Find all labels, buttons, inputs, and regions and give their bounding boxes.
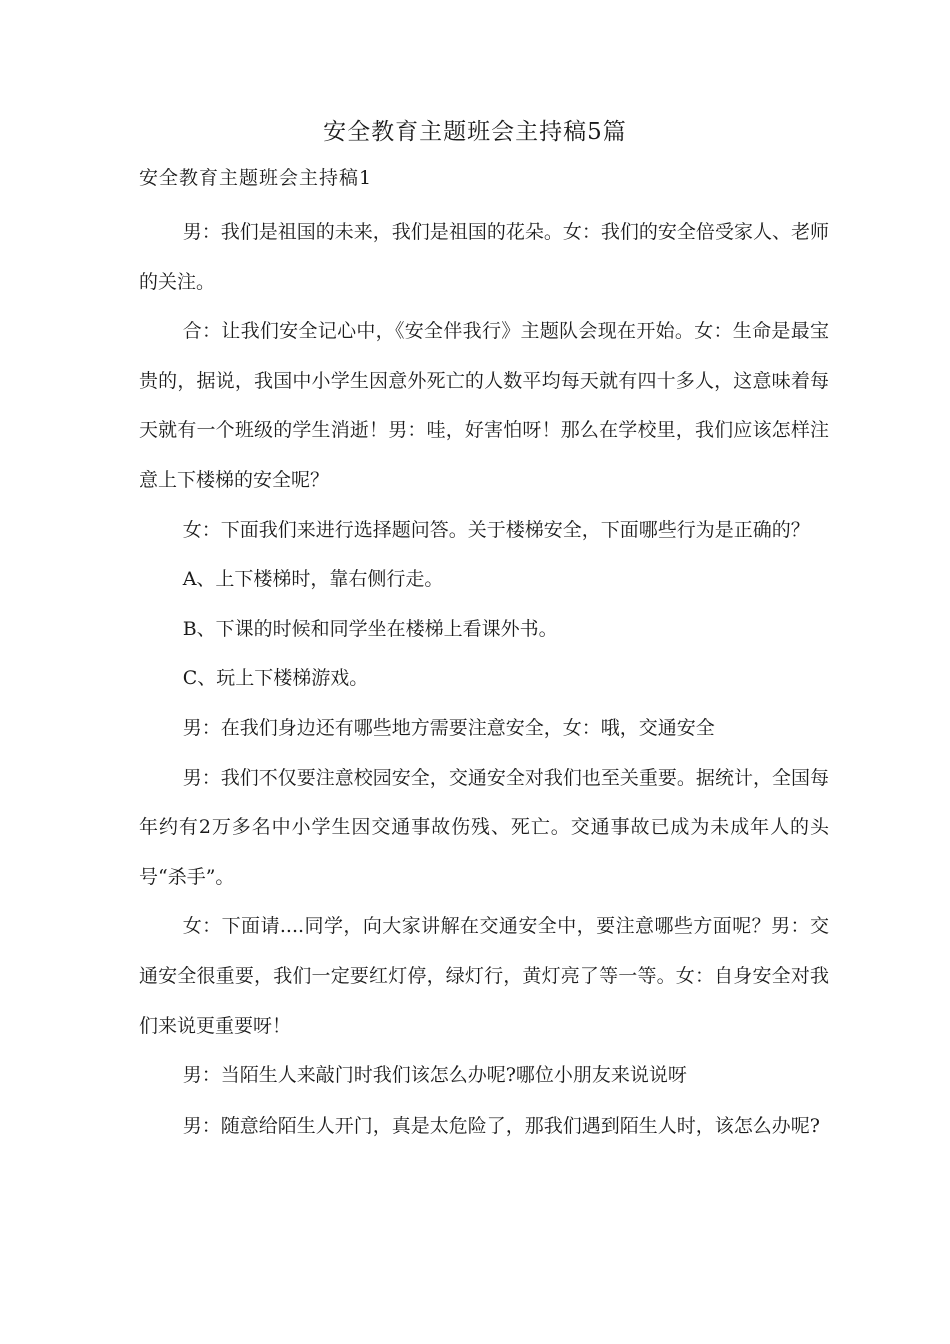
- paragraph: C、玩上下楼梯游戏。: [182, 667, 369, 690]
- paragraph: 男：随意给陌生人开门，真是太危险了，那我们遇到陌生人时，该怎么办呢?: [182, 1114, 820, 1137]
- document-title: 安全教育主题班会主持稿5篇: [323, 119, 627, 145]
- document-body: [139, 208, 829, 1144]
- paragraph: 女：下面请....同学，向大家讲解在交通安全中，要注意哪些方面呢？男：交通安全很重要，我们一定要红灯停，绿灯行，黄灯亮了等一等。女：自身安全对我们来说更重要呀！: [139, 915, 829, 1037]
- paragraph: 男：在我们身边还有哪些地方需要注意安全，女：哦，交通安全: [182, 716, 715, 739]
- paragraph: 合：让我们安全记心中，《安全伴我行》主题队会现在开始。女：生命是最宝贵的，据说，我国中小学生因意外死亡的人数平均每天就有四十多人，这意味着每天就有一个班级的学生消逝！男：哇，好害怕呀！那么在学校里，我们应该怎样注意上下楼梯的安全呢？: [139, 320, 829, 491]
- paragraph: B、下课的时候和同学坐在楼梯上看课外书。: [182, 617, 558, 640]
- paragraph: 男：我们不仅要注意校园安全，交通安全对我们也至关重要。据统计，全国每年约有2万多名中小学生因交通事故伤残、死亡。交通事故已成为未成年人的头号“杀手”。: [139, 766, 829, 888]
- paragraph: 男：我们是祖国的未来，我们是祖国的花朵。女：我们的安全倍受家人、老师的关注。: [139, 221, 829, 293]
- paragraph: A、上下楼梯时，靠右侧行走。: [182, 568, 444, 591]
- paragraph: 男：当陌生人来敲门时我们该怎么办呢?哪位小朋友来说说呀: [182, 1064, 687, 1087]
- section-heading: 安全教育主题班会主持稿1: [139, 167, 373, 189]
- paragraph: 女：下面我们来进行选择题问答。关于楼梯安全，下面哪些行为是正确的？: [182, 518, 810, 541]
